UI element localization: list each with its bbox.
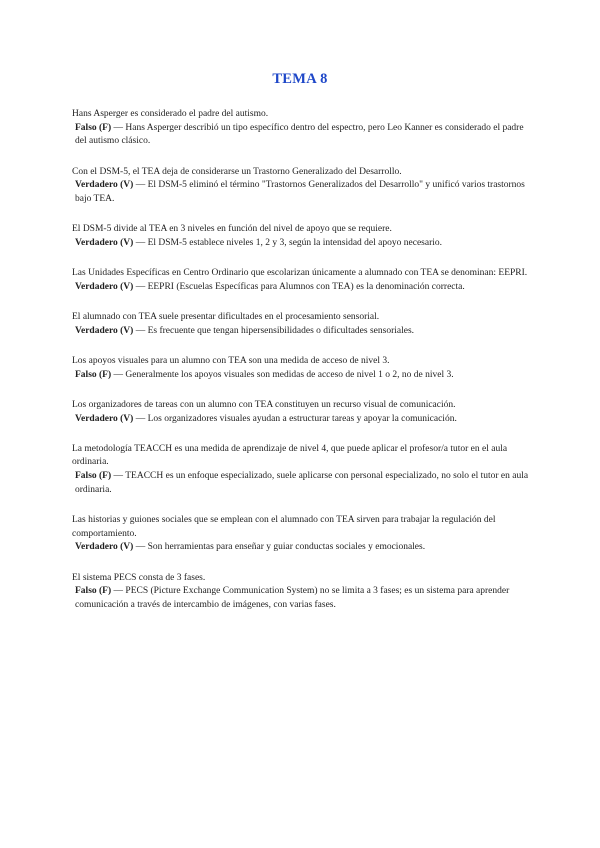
question-statement: Hans Asperger es considerado el padre del autismo.	[72, 109, 269, 119]
question-statement: El sistema PECS consta de 3 fases.	[72, 572, 206, 583]
answer-explanation: Los organizadores visuales ayudan a estructurar tareas y apoyar la comunicación.	[147, 413, 457, 424]
answer: Falso (F) — TEACCH es un enfoque especializado, suele aplicarse con personal especializado, no solo el tutor en aula ordinaria.	[75, 471, 529, 495]
answer: Falso (F) — Hans Asperger describió un tipo específico dentro del espectro, pero Leo Kanner es considerado el padre del autismo clásico.	[75, 122, 524, 147]
answer-verdict: Verdadero (V)	[75, 237, 134, 248]
answer: Falso (F) — Generalmente los apoyos visuales son medidas de acceso de nivel 1 o 2, no de nivel 3.	[75, 369, 454, 380]
answer-explanation: Es frecuente que tengan hipersensibilidades o dificultades sensoriales.	[147, 325, 415, 336]
question-item	[72, 267, 532, 294]
answer-verdict: Falso (F)	[75, 471, 112, 482]
answer: Verdadero (V) — EEPRI (Escuelas Específicas para Alumnos con TEA) es la denominación correcta.	[75, 281, 465, 292]
question-statement: El alumnado con TEA suele presentar dificultades en el procesamiento sensorial.	[72, 312, 380, 323]
answer-verdict: Verdadero (V)	[75, 542, 134, 553]
question-item	[72, 572, 532, 613]
question-list	[72, 108, 532, 629]
answer-verdict: Verdadero (V)	[75, 281, 134, 292]
question-item	[72, 399, 532, 426]
question-item	[72, 514, 532, 555]
question-item	[72, 443, 532, 498]
answer-verdict: Verdadero (V)	[75, 325, 134, 336]
answer-verdict: Falso (F)	[75, 586, 112, 597]
answer-explanation: EEPRI (Escuelas Específicas para Alumnos con TEA) es la denominación correcta.	[147, 281, 465, 292]
answer-verdict: Verdadero (V)	[75, 180, 134, 191]
question-item	[72, 223, 532, 250]
answer-explanation: PECS (Picture Exchange Communication System) no se limita a 3 fases; es un sistema para aprender comunicación a través de intercambio de imágenes, con varias fases.	[75, 586, 510, 611]
question-statement: Los apoyos visuales para un alumno con TEA son una medida de acceso de nivel 3.	[72, 355, 390, 366]
answer-explanation: TEACCH es un enfoque especializado, suele aplicarse con personal especializado, no solo el tutor en aula ordinaria.	[75, 471, 529, 495]
answer-verdict: Verdadero (V)	[75, 413, 134, 424]
answer: Verdadero (V) — Es frecuente que tengan hipersensibilidades o dificultades sensoriales.	[75, 325, 415, 336]
question-item	[72, 166, 532, 207]
answer-explanation: El DSM-5 establece niveles 1, 2 y 3, según la intensidad del apoyo necesario.	[147, 237, 442, 248]
answer-explanation: Son herramientas para enseñar y guiar conductas sociales y emocionales.	[147, 542, 426, 553]
answer: Verdadero (V) — El DSM-5 establece niveles 1, 2 y 3, según la intensidad del apoyo necesario.	[75, 237, 442, 248]
question-statement: Los organizadores de tareas con un alumno con TEA constituyen un recurso visual de comunicación.	[72, 399, 456, 410]
answer-explanation: Hans Asperger describió un tipo específico dentro del espectro, pero Leo Kanner es considerado el padre del autismo clásico.	[75, 122, 524, 147]
page-title: TEMA 8	[272, 71, 328, 87]
question-statement: Las historias y guiones sociales que se emplean con el alumnado con TEA sirven para trabajar la regulación del comportamiento.	[72, 515, 496, 539]
answer-verdict: Falso (F)	[75, 122, 112, 133]
question-statement: Las Unidades Específicas en Centro Ordinario que escolarizan únicamente a alumnado con TEA se denominan: EEPRI.	[72, 268, 528, 279]
answer-explanation: Generalmente los apoyos visuales son medidas de acceso de nivel 1 o 2, no de nivel 3.	[125, 369, 454, 380]
answer: Verdadero (V) — Los organizadores visuales ayudan a estructurar tareas y apoyar la comunicación.	[75, 413, 457, 424]
answer-verdict: Falso (F)	[75, 369, 112, 380]
answer: Verdadero (V) — El DSM-5 eliminó el término "Trastornos Generalizados del Desarrollo" y unificó varios trastornos bajo TEA.	[75, 180, 525, 205]
answer: Verdadero (V) — Son herramientas para enseñar y guiar conductas sociales y emocionales.	[75, 542, 426, 553]
question-item	[72, 311, 532, 338]
question-statement: La metodología TEACCH es una medida de aprendizaje de nivel 4, que puede aplicar el profesor/a tutor en el aula ordinaria.	[72, 443, 508, 468]
question-item	[72, 355, 532, 382]
question-item	[72, 108, 532, 149]
question-statement: El DSM-5 divide al TEA en 3 niveles en función del nivel de apoyo que se requiere.	[72, 224, 392, 235]
answer: Falso (F) — PECS (Picture Exchange Communication System) no se limita a 3 fases; es un sistema para aprender comunicación a través de intercambio de imágenes, con varias fases.	[75, 586, 510, 611]
question-statement: Con el DSM-5, el TEA deja de considerarse un Trastorno Generalizado del Desarrollo.	[72, 166, 402, 177]
answer-explanation: El DSM-5 eliminó el término "Trastornos Generalizados del Desarrollo" y unificó varios trastornos bajo TEA.	[75, 180, 525, 205]
